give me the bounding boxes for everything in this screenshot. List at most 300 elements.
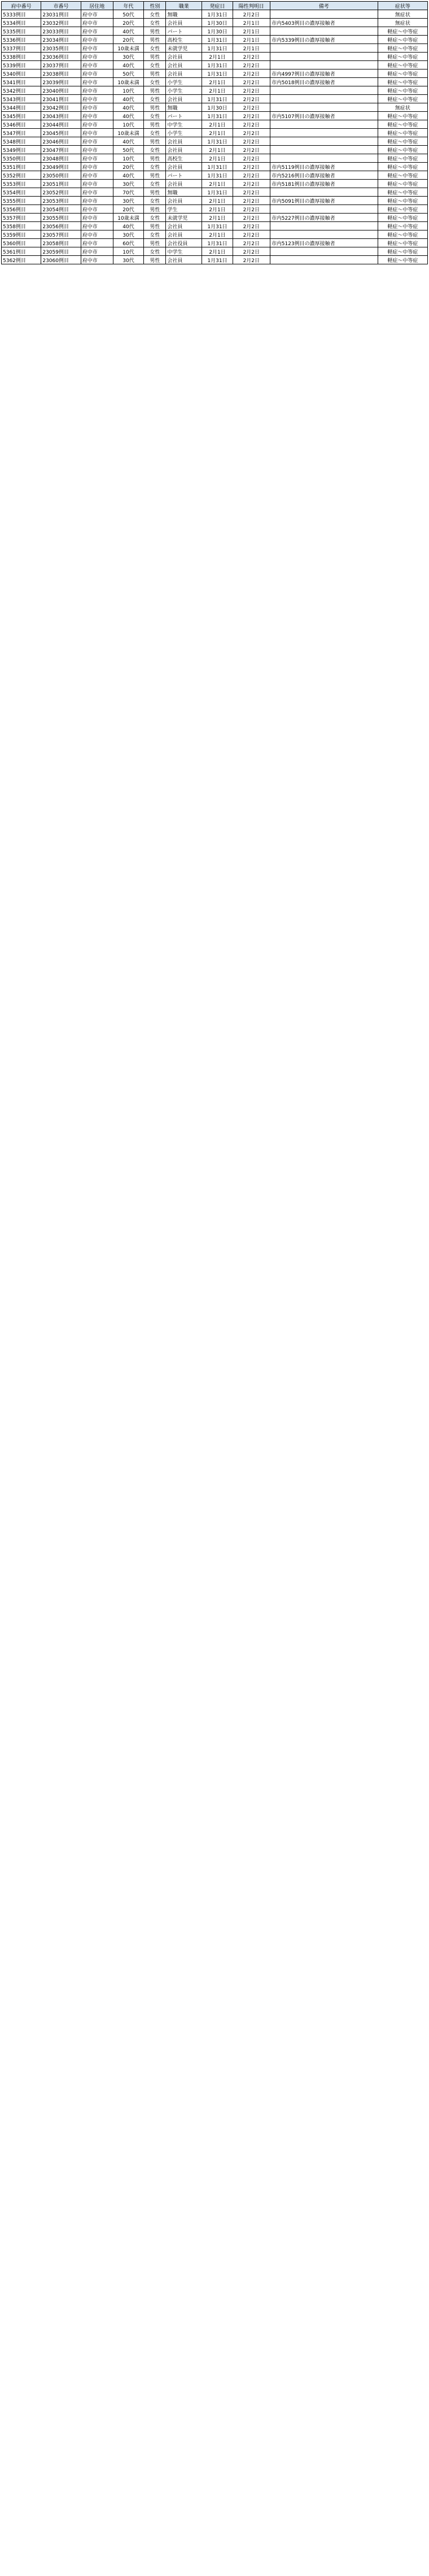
sex-cell: 男性 [144, 27, 166, 36]
positive-date-cell: 2月2日 [233, 247, 270, 256]
onset-date-cell: 2月1日 [202, 154, 233, 163]
notes-cell [270, 137, 378, 146]
city-number-cell: 23042例目 [41, 103, 81, 112]
occupation-cell: 会社員 [166, 69, 202, 78]
city-number-cell: 23049例目 [41, 163, 81, 171]
notes-cell [270, 188, 378, 197]
notes-cell: 市内4997例目の濃厚接触者 [270, 69, 378, 78]
occupation-cell: 小学生 [166, 86, 202, 95]
table-row [2, 188, 428, 197]
symptoms-cell: 軽症〜中等症 [378, 197, 427, 205]
residence-cell: 府中市 [81, 247, 113, 256]
fuchu-number-cell: 5348例目 [2, 137, 41, 146]
age-cell: 30代 [113, 197, 144, 205]
onset-date-cell: 1月31日 [202, 171, 233, 180]
notes-cell: 市内5091例目の濃厚接触者 [270, 197, 378, 205]
table-row [2, 171, 428, 180]
table-row [2, 214, 428, 222]
onset-date-cell: 2月1日 [202, 197, 233, 205]
symptoms-cell: 軽症〜中等症 [378, 256, 427, 264]
sex-cell: 女性 [144, 146, 166, 154]
fuchu-number-cell: 5351例目 [2, 163, 41, 171]
onset-date-cell: 2月1日 [202, 53, 233, 61]
positive-date-cell: 2月2日 [233, 197, 270, 205]
symptoms-cell: 軽症〜中等症 [378, 180, 427, 188]
notes-cell: 市内5123例目の濃厚接触者 [270, 239, 378, 247]
onset-date-cell: 1月31日 [202, 10, 233, 19]
onset-date-cell: 1月31日 [202, 61, 233, 69]
symptoms-cell: 無症状 [378, 10, 427, 19]
symptoms-cell: 軽症〜中等症 [378, 36, 427, 44]
table-row [2, 95, 428, 103]
city-number-cell: 23048例目 [41, 154, 81, 163]
column-header-age: 年代 [113, 2, 144, 10]
positive-date-cell: 2月2日 [233, 53, 270, 61]
fuchu-number-cell: 5354例目 [2, 188, 41, 197]
sex-cell: 女性 [144, 78, 166, 86]
age-cell: 10歳未満 [113, 129, 144, 137]
table-body [2, 10, 428, 264]
residence-cell: 府中市 [81, 27, 113, 36]
column-header-city-number: 市番号 [41, 2, 81, 10]
table-row [2, 205, 428, 214]
occupation-cell: 会社員 [166, 137, 202, 146]
onset-date-cell: 2月1日 [202, 129, 233, 137]
onset-date-cell: 2月1日 [202, 205, 233, 214]
positive-date-cell: 2月2日 [233, 256, 270, 264]
age-cell: 10代 [113, 120, 144, 129]
residence-cell: 府中市 [81, 69, 113, 78]
sex-cell: 女性 [144, 247, 166, 256]
notes-cell [270, 222, 378, 230]
positive-date-cell: 2月2日 [233, 78, 270, 86]
fuchu-number-cell: 5361例目 [2, 247, 41, 256]
age-cell: 10歳未満 [113, 78, 144, 86]
onset-date-cell: 2月1日 [202, 78, 233, 86]
sex-cell: 女性 [144, 44, 166, 53]
age-cell: 10代 [113, 86, 144, 95]
positive-date-cell: 2月2日 [233, 86, 270, 95]
positive-date-cell: 2月2日 [233, 146, 270, 154]
fuchu-number-cell: 5349例目 [2, 146, 41, 154]
column-header-onset-date: 発症日 [202, 2, 233, 10]
symptoms-cell: 軽症〜中等症 [378, 188, 427, 197]
table-row [2, 112, 428, 120]
table-row [2, 86, 428, 95]
occupation-cell: 未就学児 [166, 44, 202, 53]
age-cell: 60代 [113, 239, 144, 247]
sex-cell: 女性 [144, 112, 166, 120]
fuchu-number-cell: 5360例目 [2, 239, 41, 247]
residence-cell: 府中市 [81, 154, 113, 163]
table-row [2, 222, 428, 230]
fuchu-number-cell: 5362例目 [2, 256, 41, 264]
residence-cell: 府中市 [81, 256, 113, 264]
onset-date-cell: 1月31日 [202, 188, 233, 197]
fuchu-number-cell: 5350例目 [2, 154, 41, 163]
age-cell: 30代 [113, 53, 144, 61]
symptoms-cell: 軽症〜中等症 [378, 205, 427, 214]
fuchu-number-cell: 5338例目 [2, 53, 41, 61]
positive-date-cell: 2月2日 [233, 69, 270, 78]
age-cell: 40代 [113, 95, 144, 103]
table-row [2, 53, 428, 61]
city-number-cell: 23039例目 [41, 78, 81, 86]
table-row [2, 137, 428, 146]
residence-cell: 府中市 [81, 95, 113, 103]
symptoms-cell: 軽症〜中等症 [378, 120, 427, 129]
fuchu-number-cell: 5339例目 [2, 61, 41, 69]
city-number-cell: 23054例目 [41, 205, 81, 214]
onset-date-cell: 1月31日 [202, 95, 233, 103]
sex-cell: 男性 [144, 205, 166, 214]
column-header-occupation: 職業 [166, 2, 202, 10]
occupation-cell: 小学生 [166, 78, 202, 86]
age-cell: 20代 [113, 19, 144, 27]
sex-cell: 女性 [144, 95, 166, 103]
positive-date-cell: 2月2日 [233, 230, 270, 239]
positive-date-cell: 2月2日 [233, 222, 270, 230]
fuchu-number-cell: 5341例目 [2, 78, 41, 86]
case-list-table [1, 1, 428, 264]
city-number-cell: 23060例目 [41, 256, 81, 264]
city-number-cell: 23033例目 [41, 27, 81, 36]
age-cell: 10代 [113, 247, 144, 256]
table-row [2, 146, 428, 154]
age-cell: 40代 [113, 61, 144, 69]
sex-cell: 男性 [144, 256, 166, 264]
onset-date-cell: 1月31日 [202, 69, 233, 78]
city-number-cell: 23051例目 [41, 180, 81, 188]
onset-date-cell: 2月1日 [202, 230, 233, 239]
city-number-cell: 23053例目 [41, 197, 81, 205]
sex-cell: 女性 [144, 19, 166, 27]
notes-cell [270, 120, 378, 129]
symptoms-cell: 無症状 [378, 103, 427, 112]
residence-cell: 府中市 [81, 205, 113, 214]
positive-date-cell: 2月2日 [233, 103, 270, 112]
age-cell: 10歳未満 [113, 44, 144, 53]
table-row [2, 120, 428, 129]
onset-date-cell: 1月30日 [202, 103, 233, 112]
age-cell: 40代 [113, 27, 144, 36]
fuchu-number-cell: 5342例目 [2, 86, 41, 95]
sex-cell: 男性 [144, 137, 166, 146]
notes-cell [270, 230, 378, 239]
positive-date-cell: 2月2日 [233, 171, 270, 180]
positive-date-cell: 2月2日 [233, 137, 270, 146]
occupation-cell: 中学生 [166, 120, 202, 129]
column-header-notes: 備考 [270, 2, 378, 10]
sex-cell: 男性 [144, 239, 166, 247]
sex-cell: 男性 [144, 120, 166, 129]
city-number-cell: 23044例目 [41, 120, 81, 129]
onset-date-cell: 1月31日 [202, 44, 233, 53]
notes-cell [270, 10, 378, 19]
positive-date-cell: 2月1日 [233, 44, 270, 53]
occupation-cell: 会社員 [166, 19, 202, 27]
sex-cell: 女性 [144, 180, 166, 188]
city-number-cell: 23055例目 [41, 214, 81, 222]
residence-cell: 府中市 [81, 137, 113, 146]
symptoms-cell: 軽症〜中等症 [378, 86, 427, 95]
positive-date-cell: 2月2日 [233, 112, 270, 120]
sex-cell: 男性 [144, 103, 166, 112]
symptoms-cell: 軽症〜中等症 [378, 69, 427, 78]
fuchu-number-cell: 5353例目 [2, 180, 41, 188]
age-cell: 20代 [113, 36, 144, 44]
positive-date-cell: 2月2日 [233, 10, 270, 19]
notes-cell [270, 146, 378, 154]
fuchu-number-cell: 5343例目 [2, 95, 41, 103]
fuchu-number-cell: 5344例目 [2, 103, 41, 112]
symptoms-cell: 軽症〜中等症 [378, 222, 427, 230]
column-header-residence: 居住地 [81, 2, 113, 10]
occupation-cell: 会社員 [166, 180, 202, 188]
positive-date-cell: 2月2日 [233, 95, 270, 103]
fuchu-number-cell: 5336例目 [2, 36, 41, 44]
city-number-cell: 23041例目 [41, 95, 81, 103]
age-cell: 20代 [113, 163, 144, 171]
positive-date-cell: 2月2日 [233, 188, 270, 197]
age-cell: 30代 [113, 256, 144, 264]
residence-cell: 府中市 [81, 163, 113, 171]
age-cell: 50代 [113, 146, 144, 154]
sex-cell: 女性 [144, 61, 166, 69]
table-row [2, 44, 428, 53]
table-row [2, 247, 428, 256]
symptoms-cell: 軽症〜中等症 [378, 137, 427, 146]
sex-cell: 女性 [144, 214, 166, 222]
occupation-cell: 会社員 [166, 230, 202, 239]
residence-cell: 府中市 [81, 180, 113, 188]
notes-cell [270, 256, 378, 264]
residence-cell: 府中市 [81, 112, 113, 120]
residence-cell: 府中市 [81, 197, 113, 205]
onset-date-cell: 2月1日 [202, 214, 233, 222]
symptoms-cell: 軽症〜中等症 [378, 154, 427, 163]
city-number-cell: 23037例目 [41, 61, 81, 69]
occupation-cell: 中学生 [166, 247, 202, 256]
fuchu-number-cell: 5340例目 [2, 69, 41, 78]
fuchu-number-cell: 5334例目 [2, 19, 41, 27]
positive-date-cell: 2月1日 [233, 36, 270, 44]
positive-date-cell: 2月2日 [233, 129, 270, 137]
city-number-cell: 23050例目 [41, 171, 81, 180]
table-row [2, 103, 428, 112]
column-header-positive-date: 陽性判明日 [233, 2, 270, 10]
sex-cell: 男性 [144, 53, 166, 61]
age-cell: 40代 [113, 137, 144, 146]
age-cell: 30代 [113, 230, 144, 239]
notes-cell: 市内5403例目の濃厚接触者 [270, 19, 378, 27]
symptoms-cell: 軽症〜中等症 [378, 230, 427, 239]
sex-cell: 女性 [144, 163, 166, 171]
city-number-cell: 23045例目 [41, 129, 81, 137]
onset-date-cell: 1月31日 [202, 112, 233, 120]
symptoms-cell: 無症状 [378, 19, 427, 27]
residence-cell: 府中市 [81, 214, 113, 222]
onset-date-cell: 2月1日 [202, 180, 233, 188]
age-cell: 40代 [113, 112, 144, 120]
age-cell: 40代 [113, 171, 144, 180]
occupation-cell: 会社員 [166, 197, 202, 205]
notes-cell [270, 247, 378, 256]
symptoms-cell: 軽症〜中等症 [378, 53, 427, 61]
residence-cell: 府中市 [81, 36, 113, 44]
positive-date-cell: 2月2日 [233, 180, 270, 188]
onset-date-cell: 2月1日 [202, 86, 233, 95]
age-cell: 30代 [113, 180, 144, 188]
symptoms-cell: 軽症〜中等症 [378, 239, 427, 247]
onset-date-cell: 1月31日 [202, 36, 233, 44]
onset-date-cell: 1月31日 [202, 137, 233, 146]
occupation-cell: 小学生 [166, 129, 202, 137]
notes-cell [270, 129, 378, 137]
fuchu-number-cell: 5352例目 [2, 171, 41, 180]
occupation-cell: 無職 [166, 10, 202, 19]
table-row [2, 256, 428, 264]
residence-cell: 府中市 [81, 222, 113, 230]
fuchu-number-cell: 5333例目 [2, 10, 41, 19]
occupation-cell: 無職 [166, 188, 202, 197]
fuchu-number-cell: 5356例目 [2, 205, 41, 214]
symptoms-cell: 軽症〜中等症 [378, 214, 427, 222]
occupation-cell: 高校生 [166, 36, 202, 44]
occupation-cell: パート [166, 171, 202, 180]
notes-cell: 市内5119例目の濃厚接触者 [270, 163, 378, 171]
positive-date-cell: 2月2日 [233, 120, 270, 129]
occupation-cell: 会社員 [166, 163, 202, 171]
symptoms-cell: 軽症〜中等症 [378, 61, 427, 69]
city-number-cell: 23031例目 [41, 10, 81, 19]
table-row [2, 69, 428, 78]
symptoms-cell: 軽症〜中等症 [378, 112, 427, 120]
occupation-cell: 会社員 [166, 256, 202, 264]
sex-cell: 男性 [144, 222, 166, 230]
occupation-cell: パート [166, 27, 202, 36]
positive-date-cell: 2月2日 [233, 205, 270, 214]
residence-cell: 府中市 [81, 146, 113, 154]
table-row [2, 61, 428, 69]
age-cell: 10代 [113, 154, 144, 163]
city-number-cell: 23057例目 [41, 230, 81, 239]
residence-cell: 府中市 [81, 44, 113, 53]
city-number-cell: 23046例目 [41, 137, 81, 146]
fuchu-number-cell: 5355例目 [2, 197, 41, 205]
city-number-cell: 23035例目 [41, 44, 81, 53]
fuchu-number-cell: 5347例目 [2, 129, 41, 137]
occupation-cell: パート [166, 112, 202, 120]
city-number-cell: 23032例目 [41, 19, 81, 27]
occupation-cell: 会社役員 [166, 239, 202, 247]
positive-date-cell: 2月2日 [233, 163, 270, 171]
sex-cell: 女性 [144, 230, 166, 239]
sex-cell: 男性 [144, 188, 166, 197]
city-number-cell: 23052例目 [41, 188, 81, 197]
residence-cell: 府中市 [81, 86, 113, 95]
city-number-cell: 23059例目 [41, 247, 81, 256]
table-row [2, 10, 428, 19]
residence-cell: 府中市 [81, 19, 113, 27]
onset-date-cell: 1月30日 [202, 27, 233, 36]
residence-cell: 府中市 [81, 239, 113, 247]
residence-cell: 府中市 [81, 10, 113, 19]
fuchu-number-cell: 5346例目 [2, 120, 41, 129]
residence-cell: 府中市 [81, 61, 113, 69]
onset-date-cell: 1月31日 [202, 222, 233, 230]
onset-date-cell: 1月31日 [202, 256, 233, 264]
notes-cell [270, 154, 378, 163]
onset-date-cell: 1月31日 [202, 163, 233, 171]
age-cell: 20代 [113, 205, 144, 214]
notes-cell: 市内5018例目の濃厚接触者 [270, 78, 378, 86]
notes-cell: 市内5216例目の濃厚接触者 [270, 171, 378, 180]
onset-date-cell: 2月1日 [202, 247, 233, 256]
fuchu-number-cell: 5345例目 [2, 112, 41, 120]
city-number-cell: 23038例目 [41, 69, 81, 78]
notes-cell [270, 103, 378, 112]
onset-date-cell: 2月1日 [202, 120, 233, 129]
table-row [2, 27, 428, 36]
onset-date-cell: 1月31日 [202, 239, 233, 247]
column-header-sex: 性別 [144, 2, 166, 10]
occupation-cell: 会社員 [166, 146, 202, 154]
notes-cell [270, 205, 378, 214]
city-number-cell: 23043例目 [41, 112, 81, 120]
notes-cell [270, 95, 378, 103]
age-cell: 50代 [113, 10, 144, 19]
symptoms-cell: 軽症〜中等症 [378, 163, 427, 171]
notes-cell [270, 61, 378, 69]
age-cell: 40代 [113, 103, 144, 112]
occupation-cell: 学生 [166, 205, 202, 214]
residence-cell: 府中市 [81, 53, 113, 61]
residence-cell: 府中市 [81, 171, 113, 180]
residence-cell: 府中市 [81, 230, 113, 239]
residence-cell: 府中市 [81, 129, 113, 137]
occupation-cell: 無職 [166, 103, 202, 112]
age-cell: 50代 [113, 69, 144, 78]
city-number-cell: 23058例目 [41, 239, 81, 247]
table-row [2, 239, 428, 247]
notes-cell [270, 27, 378, 36]
table-row [2, 78, 428, 86]
age-cell: 10歳未満 [113, 214, 144, 222]
city-number-cell: 23034例目 [41, 36, 81, 44]
sex-cell: 女性 [144, 129, 166, 137]
onset-date-cell: 2月1日 [202, 146, 233, 154]
table-row [2, 129, 428, 137]
sex-cell: 男性 [144, 69, 166, 78]
sex-cell: 女性 [144, 10, 166, 19]
positive-date-cell: 2月2日 [233, 154, 270, 163]
positive-date-cell: 2月2日 [233, 214, 270, 222]
notes-cell [270, 86, 378, 95]
sex-cell: 女性 [144, 197, 166, 205]
fuchu-number-cell: 5357例目 [2, 214, 41, 222]
notes-cell: 市内5181例目の濃厚接触者 [270, 180, 378, 188]
age-cell: 40代 [113, 222, 144, 230]
column-header-fuchu-number: 府中番号 [2, 2, 41, 10]
sex-cell: 男性 [144, 86, 166, 95]
age-cell: 70代 [113, 188, 144, 197]
occupation-cell: 未就学児 [166, 214, 202, 222]
occupation-cell: 会社員 [166, 95, 202, 103]
notes-cell: 市内5107例目の濃厚接触者 [270, 112, 378, 120]
fuchu-number-cell: 5337例目 [2, 44, 41, 53]
positive-date-cell: 2月2日 [233, 61, 270, 69]
